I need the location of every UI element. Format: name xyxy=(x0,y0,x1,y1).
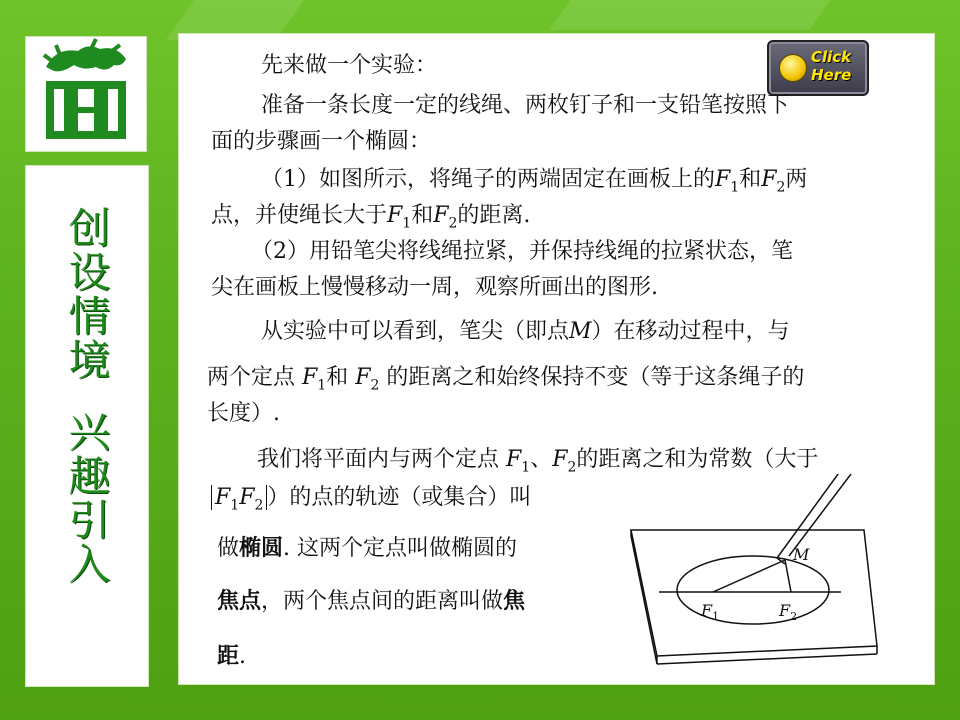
string-to-f2 xyxy=(785,560,791,592)
step2-line1: （2）用铅笔尖将线绳拉紧，并保持线绳的拉紧状态，笔 xyxy=(251,239,793,264)
main-content-panel xyxy=(178,33,935,685)
point-m-label: M xyxy=(793,545,810,564)
point-f2-label: $F_2$ xyxy=(779,601,798,623)
observation-line2: 两个定点 $F_1$和 $F_2$ 的距离之和始终保持不变（等于这条绳子的 xyxy=(207,365,805,394)
side-title-line2: 兴趣引入 xyxy=(62,410,112,586)
definition-line3: 做椭圆. 这两个定点叫做椭圆的 xyxy=(217,535,518,561)
paragraph-prepare-line1: 准备一条长度一定的线绳、两枚钉子和一支铅笔按照下 xyxy=(261,93,790,118)
dragon-book-logo-icon xyxy=(26,37,146,151)
button-circle-icon xyxy=(779,54,807,82)
definition-line1: 我们将平面内与两个定点 $F_1$、$F_2$的距离之和为常数（大于 xyxy=(257,447,819,476)
observation-line1: 从实验中可以看到，笔尖（即点M）在移动过程中，与 xyxy=(261,319,790,344)
string-to-f1 xyxy=(713,560,785,592)
click-here-button[interactable] xyxy=(767,40,869,96)
ellipse-curve xyxy=(677,556,829,624)
definition-line5: 距. xyxy=(217,643,247,669)
logo xyxy=(25,36,147,152)
here-label: Here xyxy=(811,66,852,84)
step2-line2: 尖在画板上慢慢移动一周，观察所画出的图形. xyxy=(211,275,658,300)
step1-line1: （1）如图所示，将绳子的两端固定在画板上的$F_1$和$F_2$两 xyxy=(261,167,808,196)
paragraph-prepare-line2: 面的步骤画一个椭圆： xyxy=(211,129,432,154)
drawing-board xyxy=(631,530,877,656)
click-label: Click xyxy=(811,48,852,66)
ellipse-drawing-diagram xyxy=(619,474,919,674)
background-stripe xyxy=(549,0,830,30)
definition-line2: $F_1F_2$ ）的点的轨迹（或集合）叫 xyxy=(211,484,531,519)
paragraph-intro: 先来做一个实验： xyxy=(261,53,438,78)
side-panel xyxy=(25,165,149,687)
side-title-line1: 创设情境 xyxy=(62,206,112,382)
step1-line2: 点，并使绳长大于$F_1$和$F_2$的距离. xyxy=(211,203,531,232)
pencil-line-1 xyxy=(789,474,851,556)
point-f1-label: $F_1$ xyxy=(701,601,720,623)
definition-line4: 焦点，两个焦点间的距离叫做焦 xyxy=(217,588,526,614)
observation-line3: 长度）. xyxy=(207,401,280,426)
